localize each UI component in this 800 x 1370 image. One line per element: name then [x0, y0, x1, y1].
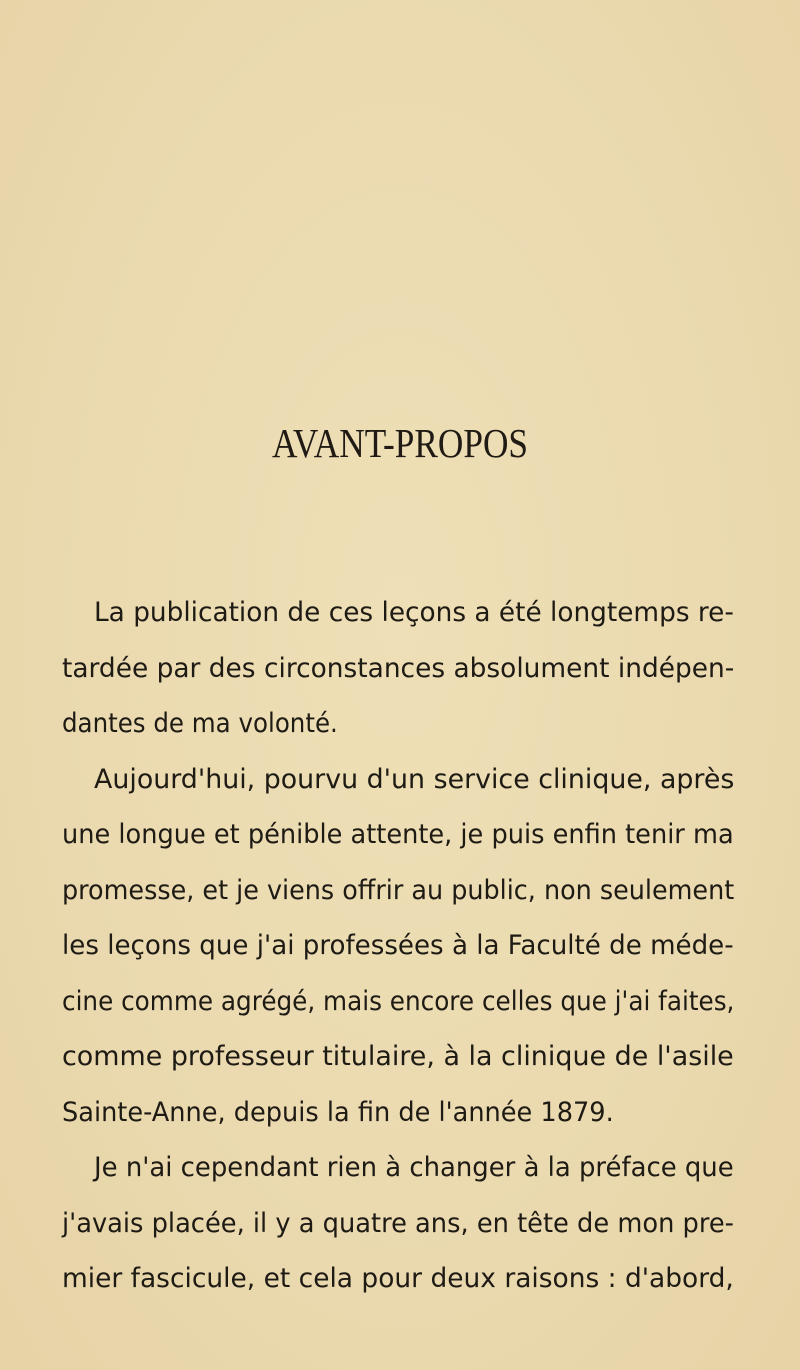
page-title: AVANT-PROPOS [271, 420, 529, 466]
text-line: Sainte-Anne, depuis la fin de l'année 1879. [62, 1097, 614, 1128]
text-line: comme professeur titulaire, à la clinique de l'asile [62, 1041, 734, 1072]
text-line: les leçons que j'ai professées à la Faculté de méde- [62, 930, 734, 961]
text-line: une longue et pénible attente, je puis enfin tenir ma [62, 819, 734, 850]
text-line: tardée par des circonstances absolument indépen- [62, 653, 735, 684]
text-line: La publication de ces leçons a été longtemps re- [94, 597, 734, 628]
text-line: j'avais placée, il y a quatre ans, en tête de mon pre- [62, 1208, 734, 1239]
text-line: Aujourd'hui, pourvu d'un service clinique, après [94, 764, 735, 795]
text-line: dantes de ma volonté. [62, 708, 338, 739]
text-line: Je n'ai cependant rien à changer à la préface que [94, 1152, 734, 1183]
text-line: mier fascicule, et cela pour deux raisons : d'abord, [62, 1263, 734, 1294]
text-line: promesse, et je viens offrir au public, non seulement [62, 875, 735, 906]
text-line: cine comme agrégé, mais encore celles que j'ai faites, [62, 986, 735, 1017]
